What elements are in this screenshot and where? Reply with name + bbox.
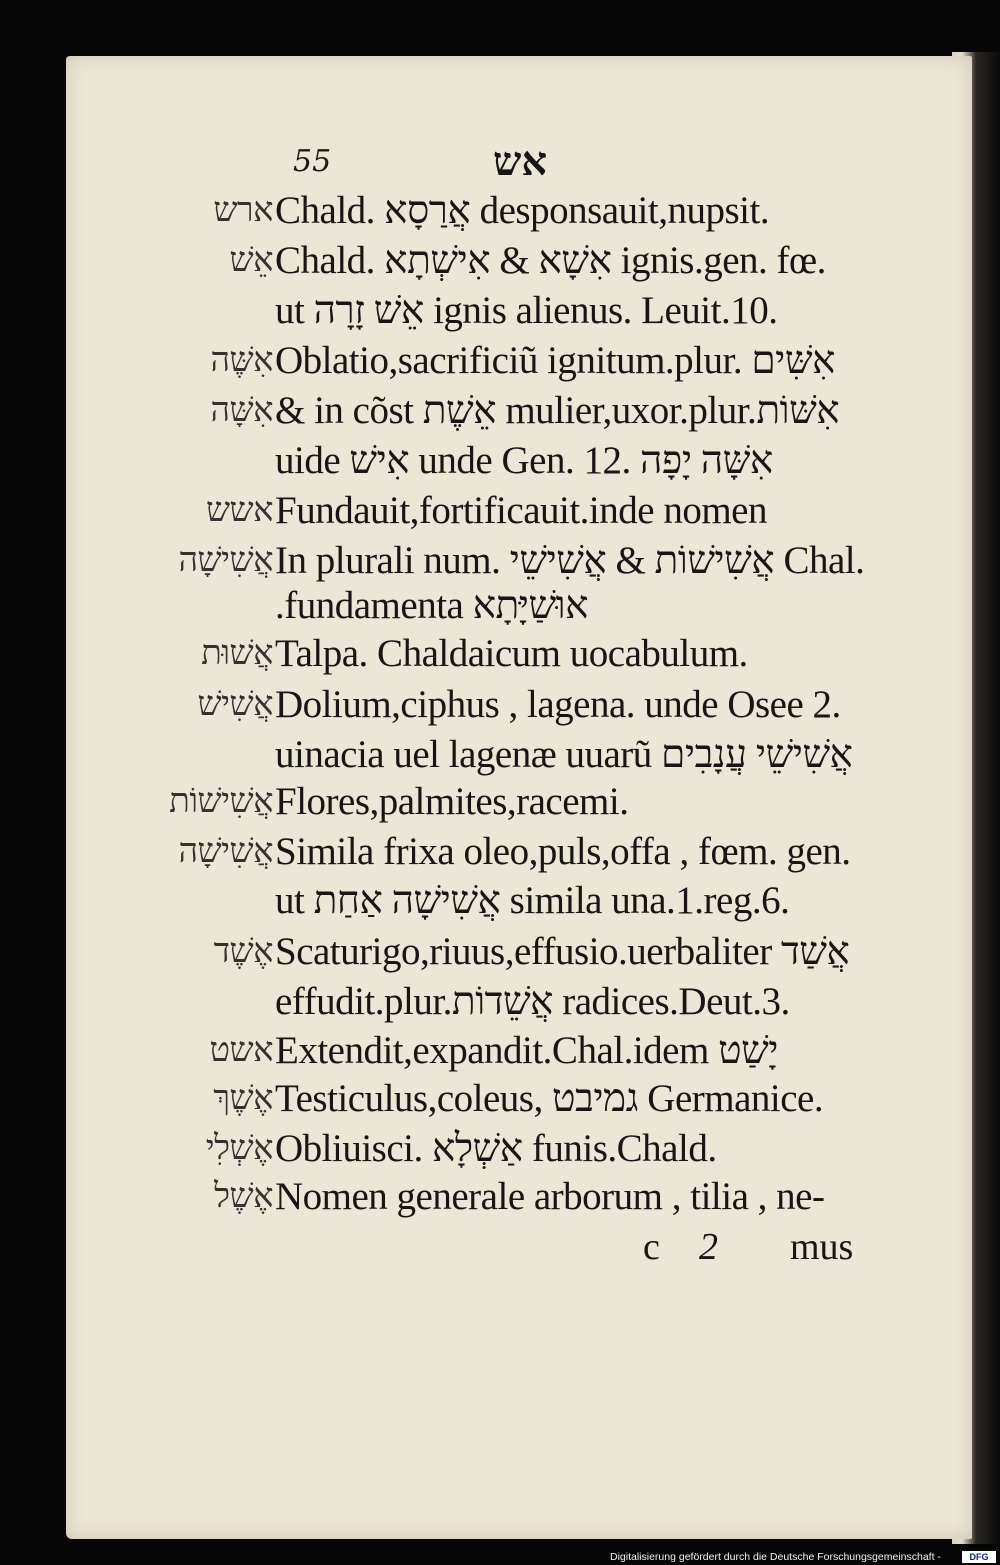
entry-text: Extendit,expandit.Chal.idem יָשַׁט [275,1029,778,1072]
entry-text: In plurali num. אֲשִׁישׁוֹת & אֲשִׁישֵׁי Chal. [275,539,865,582]
margin-lemma [147,436,273,486]
margin-lemma: אשט [209,1032,273,1069]
entry-text: Fundauit,fortificauit.inde nomen [275,489,767,532]
page-header [0,140,1000,188]
margin-lemma: אֲשׁוּת [201,635,273,672]
running-head: אש [493,138,548,185]
entry-text: אֲשִׁישֵׁי עֲנָבִים uinacia uel lagenæ uuarũ [275,733,853,776]
entry-text: Scaturigo,riuus,effusio.uerbaliter אֲשַׁד [275,930,850,973]
margin-lemma: אשש [205,492,273,529]
entry-text: uide אִישׁ unde Gen. 12. אִשָּׁה יָפָה [275,439,773,482]
catchword: mus [790,1226,854,1268]
margin-lemma: אִשָּׁה [210,392,273,429]
margin-lemma: אֲשִׁישׁ [197,686,273,723]
margin-lemma: אֶשֶׁד [213,933,273,970]
entry-text: Flores,palmites,racemi. [275,780,629,823]
entry-text: Talpa. Chaldaicum uocabulum. [275,632,748,675]
margin-lemma: אֲשִׁישָׁה [178,833,273,870]
margin-lemma [147,286,273,336]
margin-lemma: אֶשֶׁל [214,1178,273,1215]
dfg-logo: DFG [962,1551,996,1563]
margin-lemma [147,977,273,1027]
margin-lemma: אֶשְׁלִי [205,1130,273,1167]
entry-text: effudit.plur.אֲשֵׁדוֹת radices.Deut.3. [275,980,790,1023]
margin-lemma [147,581,273,631]
margin-lemma: אֲשִׁישׁוֹת [169,783,273,820]
margin-lemma: ארש [213,192,273,229]
entry-text: Testiculus,coleus, גמיבט Germanice. [275,1077,824,1120]
entry-text: Nomen generale arborum , tilia , ne- [275,1175,825,1218]
margin-lemma: אֵשׁ [229,242,273,279]
entry-text: אוּשַׁיָּתָא fundamenta. [275,584,589,627]
entry-text: Obliuisci. אַשְׁלָא funis.Chald. [275,1127,717,1170]
entry-text: & in cõst אֵשֶׁת mulier,uxor.plur.אִשּׁוֹת [275,389,840,432]
signature-mark: c [643,1226,660,1268]
page-number: 55 [293,144,332,179]
margin-lemma: אִשֶּׁה [210,342,273,379]
entry-text: ut אֵשׁ זָרָה ignis alienus. Leuit.10. [275,289,778,332]
digitization-credit: Digitalisierung gefördert durch die Deutsche Forschungsgemeinschaft - [610,1551,941,1563]
margin-lemma [147,876,273,926]
signature-number: 2 [699,1226,718,1268]
entry-text: ut אֲשִׁישָׁה אַחַת simila una.1.reg.6. [275,879,790,922]
margin-lemma: אֲשִׁישָׁה [178,542,273,579]
entry-text: Simila frixa oleo,puls,offa , fœm. gen. [275,830,851,873]
entry-text: Chald. אִשָׁא & אִישְׁתָא ignis.gen. fœ. [275,239,826,282]
entry-text: Oblatio,sacrificiũ ignitum.plur. אִשִּׁים [275,339,835,382]
entry-text: Dolium,ciphus , lagena. unde Osee 2. [275,683,841,726]
margin-lemma [147,730,273,780]
entry-text: Chald. אֲרַסָא desponsauit,nupsit. [275,189,770,232]
margin-lemma: אֶשֶׁךְ [213,1080,273,1117]
signature-line [0,1222,1000,1272]
